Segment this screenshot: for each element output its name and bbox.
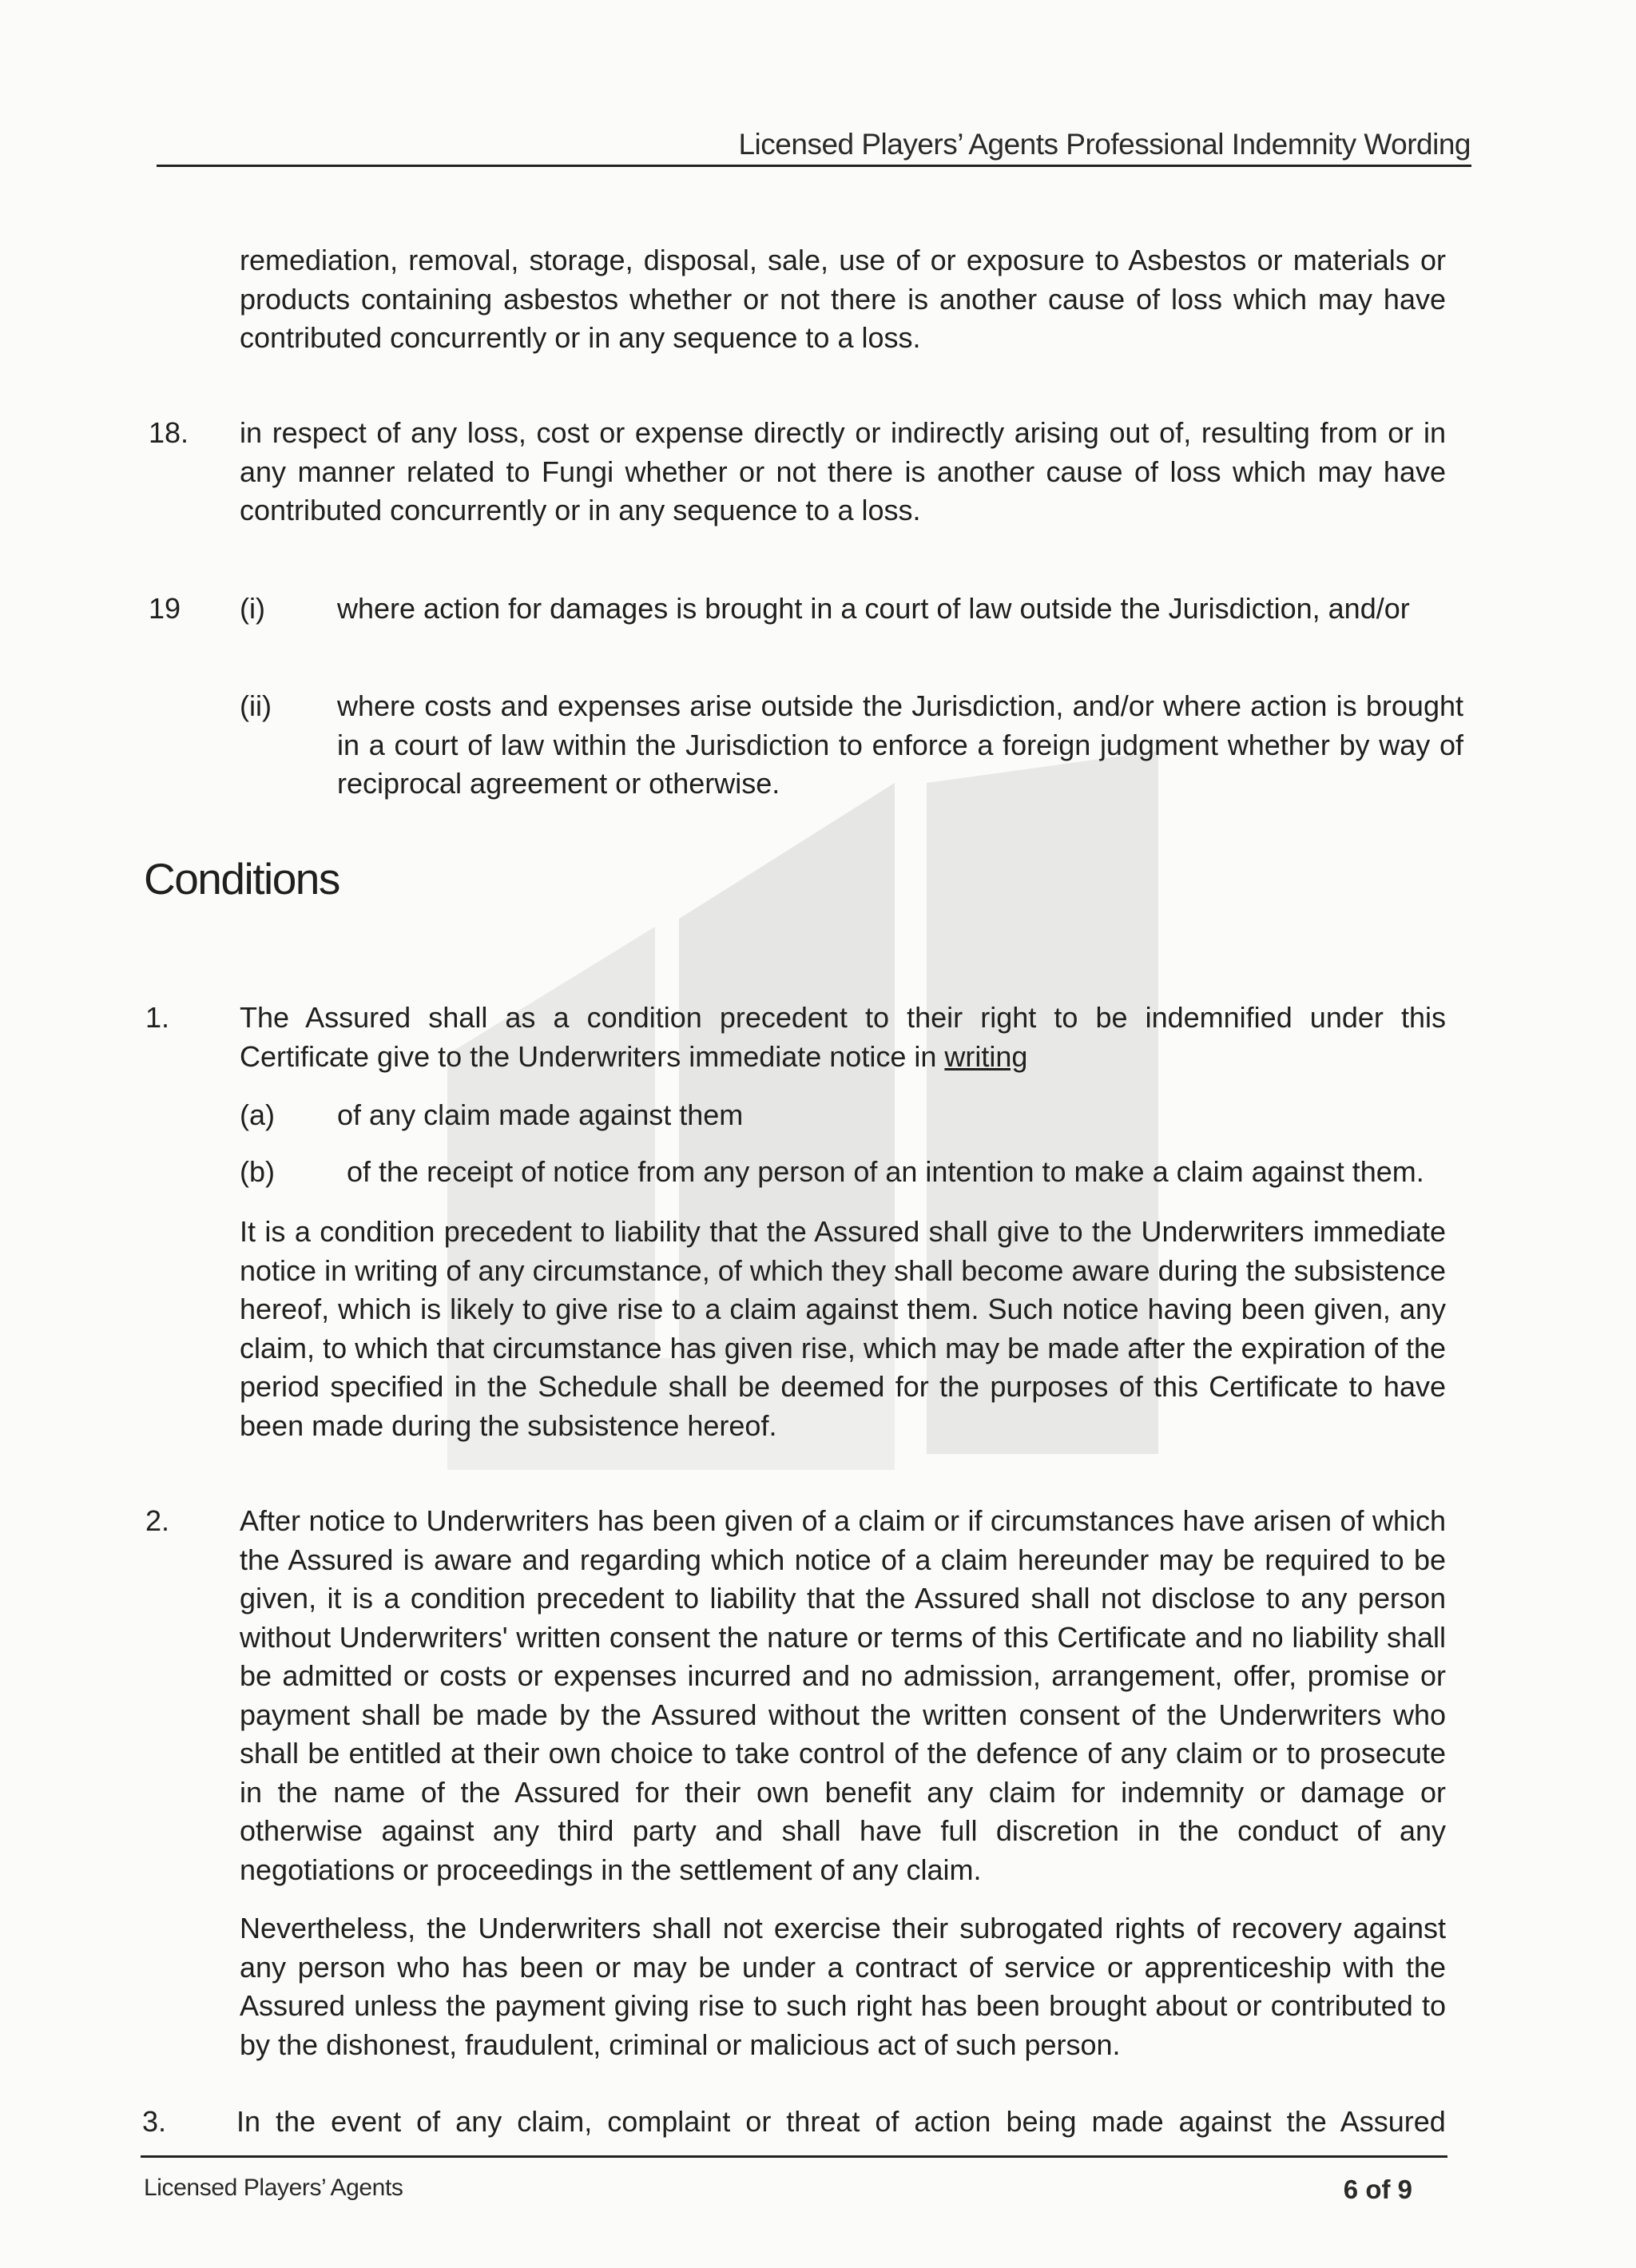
conditions-heading: Conditions <box>144 854 340 904</box>
item-18-number: 18. <box>149 416 189 449</box>
item-19-i-text: where action for damages is brought in a court of law outside the Jurisdiction, and/or <box>337 592 1410 625</box>
condition-3-number: 3. <box>142 2105 167 2138</box>
condition-2-number: 2. <box>145 1504 170 1537</box>
condition-1-a-label: (a) <box>240 1098 275 1131</box>
item-18-text: in respect of any loss, cost or expense directly or indirectly arising out of, resulting from or in any manner related to Fungi whether or not there is another cause of loss which may have contributed concurrently or in any sequence to a loss. <box>240 416 1446 526</box>
condition-1-b-label: (b) <box>240 1155 275 1188</box>
item-19-ii-label: (ii) <box>240 689 272 722</box>
condition-1-text-main: The Assured shall as a condition precedent to their right to be indemnified under this Certificate give to the Underwriters immediate notice in <box>240 1001 1446 1073</box>
condition-2-paragraph-1: After notice to Underwriters has been given of a claim or if circumstances have arisen of which the Assured is aware and regarding which notice of a claim hereunder may be required to be given, it is a condition precedent to liability that the Assured shall not disclose to any person without Underwriters' written consent the nature or terms of this Certificate and no liability shall be admitted or costs or expenses incurred and no admission, arrangement, offer, promise or payment shall be made by the Assured without the written consent of the Underwriters who shall be entitled at their own choice to take control of the defence of any claim or to prosecute in the name of the Assured for their own benefit any claim for indemnity or damage or otherwise against any third party and shall have full discretion in the conduct of any negotiations or proceedings in the settlement of any claim. <box>240 1504 1446 1886</box>
footer-divider <box>141 2155 1447 2158</box>
header-divider <box>157 165 1471 167</box>
item-19-i-label: (i) <box>240 592 265 625</box>
condition-1-number: 1. <box>145 1001 170 1034</box>
item-19-number: 19 <box>149 592 181 625</box>
condition-1-paragraph-2: It is a condition precedent to liability that the Assured shall give to the Underwriters immediate notice in writing of any circumstance, of which they shall become aware during the subsistence hereof, which is likely to give rise to a claim against them. Such notice having been given, any claim, to which that circumstance has given rise, which may be made after the expiration of the period specified in the Schedule shall be deemed for the purposes of this Certificate to have been made during the subsistence hereof. <box>240 1215 1446 1442</box>
header-title: Licensed Players’ Agents Professional Indemnity Wording <box>738 128 1471 161</box>
condition-3-text: In the event of any claim, complaint or threat of action being made against the Assured <box>236 2105 1446 2138</box>
footer-title: Licensed Players’ Agents <box>144 2175 403 2201</box>
condition-1-b-text: of the receipt of notice from any person of an intention to make a claim against them. <box>347 1155 1424 1188</box>
item-19-ii-text: where costs and expenses arise outside the Jurisdiction, and/or where action is brought in a court of law within the Jurisdiction to enforce a foreign judgment whether by way of reciprocal agreement or otherwise. <box>337 689 1463 800</box>
condition-1-text <box>240 999 1446 1076</box>
condition-1-a-text: of any claim made against them <box>337 1098 744 1131</box>
page-number: 6 of 9 <box>1343 2175 1412 2204</box>
condition-1-writing: writing <box>944 1039 1028 1073</box>
condition-2-paragraph-2: Nevertheless, the Underwriters shall not exercise their subrogated rights of recovery against any person who has been or may be under a contract of service or apprenticeship with the Assured unless the payment giving rise to such right has been brought about or contributed to by the dishonest, fraudulent, criminal or malicious act of such person. <box>240 1912 1446 2061</box>
continuation-paragraph: remediation, removal, storage, disposal, sale, use of or exposure to Asbestos or materials or products containing asbestos whether or not there is another cause of loss which may have contributed concurrently or in any sequence to a loss. <box>240 244 1446 354</box>
